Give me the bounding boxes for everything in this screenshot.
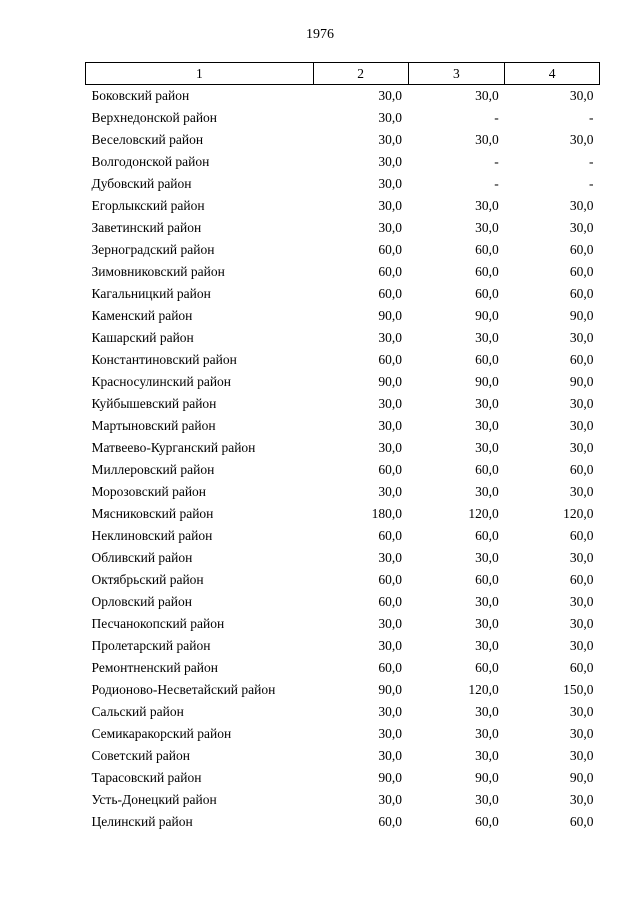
value-col3-cell: 30,0 [475, 418, 499, 433]
value-col3-cell: 30,0 [475, 330, 499, 345]
district-name-cell: Октябрьский район [91, 572, 204, 587]
value-col3-cell: 30,0 [475, 638, 499, 653]
value-col3-cell: 30,0 [475, 132, 499, 147]
value-col2-cell: 30,0 [378, 748, 403, 763]
value-col4-cell: 30,0 [569, 484, 594, 499]
table-row [86, 613, 600, 635]
district-name-cell: Дубовский район [91, 176, 192, 191]
value-col4-cell: 30,0 [569, 396, 594, 411]
value-col4-cell: 150,0 [563, 682, 594, 697]
value-col2-cell: 30,0 [378, 132, 403, 147]
table-row [86, 151, 600, 173]
district-name-cell: Родионово-Несветайский район [91, 682, 276, 697]
district-name-cell: Сальский район [91, 704, 184, 719]
page-number: 1976 [306, 27, 334, 42]
district-name-cell: Морозовский район [91, 484, 207, 499]
value-col2-cell: 60,0 [378, 286, 403, 301]
value-col3-cell: 30,0 [475, 792, 499, 807]
value-col2-cell: 90,0 [378, 682, 403, 697]
table-row [86, 107, 600, 129]
district-name-cell: Кагальницкий район [91, 286, 211, 301]
table-row [86, 679, 600, 701]
column-header-3: 3 [408, 63, 505, 85]
table-row [86, 459, 600, 481]
table-row [86, 437, 600, 459]
district-name-cell: Куйбышевский район [91, 396, 217, 411]
value-col3-cell: 60,0 [475, 264, 499, 279]
value-col2-cell: 30,0 [378, 440, 403, 455]
district-name-cell: Мясниковский район [91, 506, 214, 521]
district-name-cell: Заветинский район [91, 220, 202, 235]
value-col2-cell: 90,0 [378, 770, 403, 785]
value-col2-cell: 30,0 [378, 88, 403, 103]
table-row [86, 701, 600, 723]
value-col4-cell: 30,0 [569, 594, 594, 609]
value-col2-cell: 60,0 [378, 660, 403, 675]
value-col4-cell: - [589, 176, 594, 191]
value-col3-cell: 60,0 [475, 660, 499, 675]
value-col4-cell: 30,0 [569, 638, 594, 653]
value-col2-cell: 30,0 [378, 154, 403, 169]
value-col4-cell: 30,0 [569, 440, 594, 455]
column-header-2: 2 [313, 63, 408, 85]
value-col2-cell: 30,0 [378, 110, 403, 125]
value-col2-cell: 60,0 [378, 572, 403, 587]
district-table [85, 62, 600, 833]
table-row [86, 371, 600, 393]
value-col2-cell: 30,0 [378, 616, 403, 631]
district-name-cell: Ремонтненский район [91, 660, 218, 675]
value-col3-cell: 120,0 [468, 506, 499, 521]
value-col3-cell: 30,0 [475, 396, 499, 411]
value-col4-cell: - [589, 110, 594, 125]
value-col2-cell: 90,0 [378, 374, 403, 389]
value-col4-cell: 30,0 [569, 88, 594, 103]
table-row [86, 129, 600, 151]
district-name-cell: Неклиновский район [91, 528, 213, 543]
value-col2-cell: 60,0 [378, 814, 403, 829]
district-name-cell: Егорлыкский район [91, 198, 205, 213]
value-col2-cell: 60,0 [378, 594, 403, 609]
value-col3-cell: 60,0 [475, 242, 499, 257]
value-col4-cell: 60,0 [569, 264, 594, 279]
district-name-cell: Целинский район [91, 814, 193, 829]
value-col2-cell: 60,0 [378, 352, 403, 367]
value-col2-cell: 30,0 [378, 220, 403, 235]
value-col4-cell: 30,0 [569, 550, 594, 565]
value-col3-cell: 120,0 [468, 682, 499, 697]
value-col4-cell: 30,0 [569, 330, 594, 345]
value-col4-cell: 60,0 [569, 352, 594, 367]
table-header [86, 63, 600, 85]
value-col2-cell: 30,0 [378, 484, 403, 499]
value-col4-cell: 30,0 [569, 220, 594, 235]
value-col2-cell: 30,0 [378, 726, 403, 741]
district-name-cell: Орловский район [91, 594, 192, 609]
table-row [86, 789, 600, 811]
value-col3-cell: 60,0 [475, 528, 499, 543]
value-col3-cell: 60,0 [475, 286, 499, 301]
table-row [86, 305, 600, 327]
value-col4-cell: 60,0 [569, 660, 594, 675]
value-col3-cell: 30,0 [475, 484, 499, 499]
district-name-cell: Мартыновский район [91, 418, 216, 433]
district-name-cell: Каменский район [91, 308, 193, 323]
value-col3-cell: 90,0 [475, 308, 499, 323]
district-name-cell: Волгодонской район [91, 154, 210, 169]
district-name-cell: Усть-Донецкий район [91, 792, 217, 807]
value-col4-cell: 90,0 [569, 374, 594, 389]
district-name-cell: Красносулинский район [91, 374, 232, 389]
value-col4-cell: 30,0 [569, 418, 594, 433]
value-col2-cell: 30,0 [378, 792, 403, 807]
value-col4-cell: 60,0 [569, 528, 594, 543]
value-col2-cell: 60,0 [378, 242, 403, 257]
table-row [86, 349, 600, 371]
value-col4-cell: 30,0 [569, 704, 594, 719]
value-col3-cell: 60,0 [475, 572, 499, 587]
table-row [86, 217, 600, 239]
value-col3-cell: 90,0 [475, 374, 499, 389]
district-name-cell: Боковский район [91, 88, 190, 103]
table-row [86, 811, 600, 833]
value-col2-cell: 30,0 [378, 418, 403, 433]
table-row [86, 591, 600, 613]
value-col3-cell: - [494, 154, 499, 169]
value-col4-cell: 60,0 [569, 242, 594, 257]
value-col4-cell: 60,0 [569, 462, 594, 477]
table-row [86, 239, 600, 261]
district-name-cell: Советский район [91, 748, 190, 763]
value-col3-cell: 30,0 [475, 704, 499, 719]
table-body [86, 85, 600, 834]
table-row [86, 503, 600, 525]
value-col3-cell: 30,0 [475, 594, 499, 609]
table-row [86, 415, 600, 437]
value-col2-cell: 180,0 [371, 506, 403, 521]
table-row [86, 261, 600, 283]
table-row [86, 635, 600, 657]
value-col4-cell: 60,0 [569, 572, 594, 587]
table-row [86, 745, 600, 767]
value-col3-cell: 30,0 [475, 440, 499, 455]
value-col2-cell: 30,0 [378, 638, 403, 653]
table-row [86, 85, 600, 108]
value-col4-cell: 30,0 [569, 726, 594, 741]
value-col4-cell: 90,0 [569, 308, 594, 323]
value-col3-cell: 30,0 [475, 726, 499, 741]
value-col4-cell: 30,0 [569, 748, 594, 763]
table-row [86, 393, 600, 415]
value-col2-cell: 60,0 [378, 528, 403, 543]
column-header-4: 4 [505, 63, 600, 85]
value-col4-cell: 90,0 [569, 770, 594, 785]
district-name-cell: Обливский район [91, 550, 193, 565]
value-col2-cell: 60,0 [378, 264, 403, 279]
value-col2-cell: 30,0 [378, 330, 403, 345]
table-row [86, 173, 600, 195]
value-col2-cell: 60,0 [378, 462, 403, 477]
table-row [86, 657, 600, 679]
value-col3-cell: 30,0 [475, 198, 499, 213]
value-col4-cell: 30,0 [569, 198, 594, 213]
value-col3-cell: 30,0 [475, 748, 499, 763]
district-name-cell: Семикаракорский район [91, 726, 232, 741]
value-col3-cell: 30,0 [475, 88, 499, 103]
table-row [86, 569, 600, 591]
column-header-1: 1 [86, 63, 314, 85]
value-col3-cell: 30,0 [475, 550, 499, 565]
district-name-cell: Верхнедонской район [91, 110, 218, 125]
table-row [86, 283, 600, 305]
value-col3-cell: 30,0 [475, 616, 499, 631]
district-name-cell: Кашарский район [91, 330, 194, 345]
value-col4-cell: 120,0 [563, 506, 594, 521]
district-name-cell: Константиновский район [91, 352, 237, 367]
value-col3-cell: 90,0 [475, 770, 499, 785]
table-row [86, 327, 600, 349]
value-col3-cell: - [494, 110, 499, 125]
value-col2-cell: 30,0 [378, 704, 403, 719]
district-name-cell: Матвеево-Курганский район [91, 440, 256, 455]
value-col2-cell: 90,0 [378, 308, 403, 323]
value-col2-cell: 30,0 [378, 198, 403, 213]
district-name-cell: Песчанокопский район [91, 616, 225, 631]
value-col3-cell: 60,0 [475, 352, 499, 367]
value-col2-cell: 30,0 [378, 550, 403, 565]
district-name-cell: Веселовский район [91, 132, 204, 147]
district-name-cell: Зимовниковский район [91, 264, 225, 279]
value-col3-cell: 30,0 [475, 220, 499, 235]
table-row [86, 481, 600, 503]
value-col4-cell: 60,0 [569, 286, 594, 301]
value-col3-cell: 60,0 [475, 814, 499, 829]
value-col2-cell: 30,0 [378, 396, 403, 411]
district-name-cell: Миллеровский район [91, 462, 215, 477]
district-name-cell: Тарасовский район [91, 770, 202, 785]
table-row [86, 767, 600, 789]
table-row [86, 195, 600, 217]
table-row [86, 525, 600, 547]
header-row [86, 63, 600, 85]
value-col2-cell: 30,0 [378, 176, 403, 191]
value-col4-cell: 30,0 [569, 792, 594, 807]
value-col4-cell: - [589, 154, 594, 169]
value-col3-cell: 60,0 [475, 462, 499, 477]
value-col4-cell: 30,0 [569, 616, 594, 631]
table-row [86, 547, 600, 569]
value-col4-cell: 30,0 [569, 132, 594, 147]
value-col3-cell: - [494, 176, 499, 191]
table-row [86, 723, 600, 745]
district-name-cell: Пролетарский район [91, 638, 211, 653]
district-name-cell: Зерноградский район [91, 242, 215, 257]
value-col4-cell: 60,0 [569, 814, 594, 829]
